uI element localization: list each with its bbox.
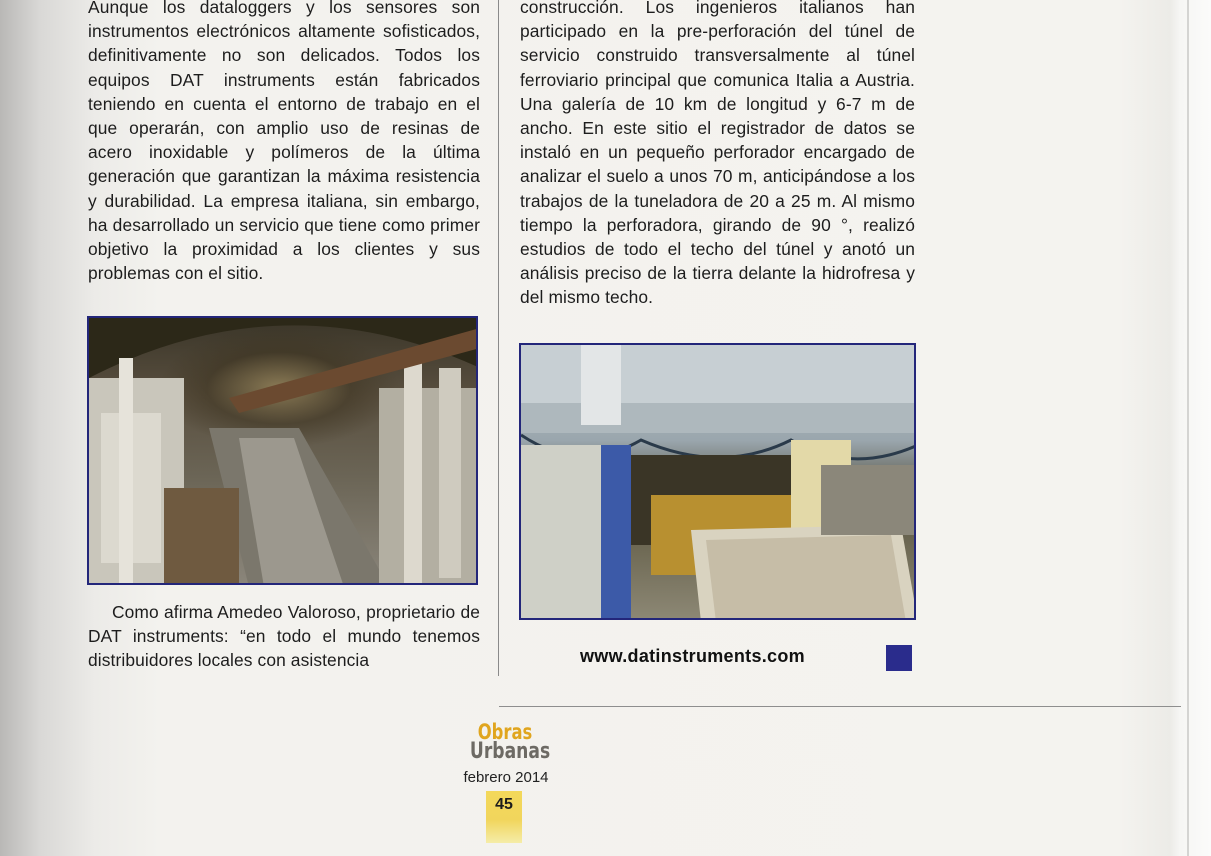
tunnel-conveyor-photo [87,316,478,585]
page-spine-line [1187,0,1189,856]
website-link[interactable]: www.datinstruments.com [580,646,805,666]
right-column [520,0,915,310]
left-paragraph: Aunque los dataloggers y los sensores son instrumentos electrónicos altamente sofisticados, definitivamente no son delicados. Todos los equipos DAT instruments están fabricados teniendo en cuenta el entorno de trabajo en el que operarán, con amplio uso de resinas de acero inoxidable y polímeros de la última generación que garantizan la máxima resistencia y durabilidad. La empresa italiana, sin embargo, ha desarrollado un servicio que tiene como primer objetivo la proximidad a los clientes y sus problemas con el sitio. [88,0,480,284]
quote-paragraph: Como afirma Amedeo Valoroso, proprietario de DAT instruments: “en todo el mundo tenemos distribuidores locales con asistencia [88,602,480,671]
logo-line-1: Obras [477,720,533,744]
footer-rule [499,706,1181,707]
issue-date: febrero 2014 [463,769,549,786]
page-number-tab [486,791,522,843]
right-paragraph: construcción. Los ingenieros italianos han participado en la pre-perforación del túnel de servicio construido transversalmente al túnel ferroviario principal que comunica Italia a Austria. Una galería de 10 km de longitud y 6-7 m de ancho. En este sitio el registrador de datos se instaló en un pequeño perforador encargado de analizar el suelo a unos 70 m, anticipándose a los trabajos de la tuneladora de 20 a 25 m. Al mismo tiempo la perforadora, girando de 90 °, realizó estudios de todo el techo del túnel y anotó un análisis preciso de la tierra delante la hidrofresa y del mismo techo. [520,0,915,308]
tunnel-machine-illustration [521,345,916,620]
left-column-bottom [88,600,480,673]
magazine-logo [469,720,551,764]
page-number: 45 [495,796,513,813]
logo-line-2: Urbanas [469,739,551,764]
tunnel-conveyor-illustration [89,318,478,585]
tunnel-machine-photo [519,343,916,620]
left-column [88,0,480,285]
column-divider [498,0,499,676]
end-of-article-marker [886,645,912,671]
